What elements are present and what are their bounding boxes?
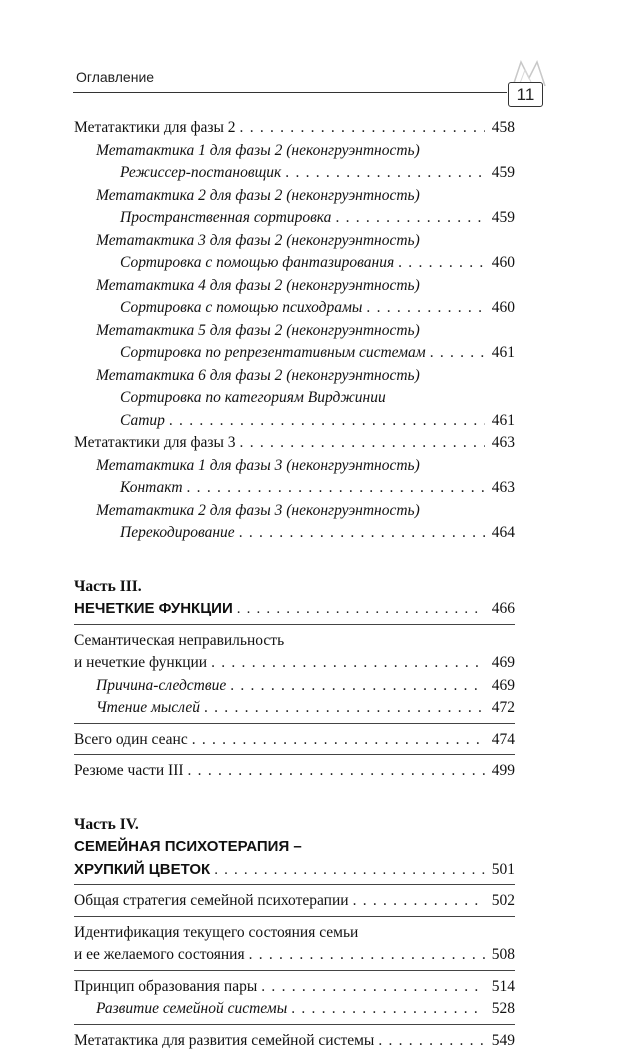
toc-subentry: [74, 275, 515, 298]
toc-entry[interactable]: [74, 652, 515, 675]
leader-dots: [291, 998, 485, 1021]
leader-dots: [214, 859, 485, 882]
toc-page: 459: [489, 207, 515, 230]
toc-subentry: [74, 230, 515, 253]
toc-subentry[interactable]: [74, 207, 515, 230]
toc-entry-title: Сортировка по репрезентативным системам: [120, 342, 426, 365]
toc-subentry[interactable]: [74, 522, 515, 545]
entry-rule: [74, 970, 515, 971]
table-of-contents: [74, 117, 515, 1052]
toc-subentry[interactable]: [74, 297, 515, 320]
toc-entry[interactable]: [74, 944, 515, 967]
toc-entry[interactable]: [74, 760, 515, 783]
toc-entry-title: Режиссер-постановщик: [120, 162, 281, 185]
toc-page: 463: [489, 432, 515, 455]
leader-dots: [237, 598, 485, 621]
toc-entry-title: Сатир: [120, 410, 165, 433]
toc-page: 469: [489, 675, 515, 698]
toc-page: 461: [489, 342, 515, 365]
toc-subentry[interactable]: [74, 252, 515, 275]
toc-subentry: [74, 387, 515, 410]
toc-page: 464: [489, 522, 515, 545]
toc-entry-title: Общая стратегия семейной психотерапии: [74, 890, 349, 913]
toc-entry[interactable]: [74, 890, 515, 913]
leader-dots: [261, 976, 485, 999]
entry-rule: [74, 723, 515, 724]
toc-entry-line1: [74, 630, 515, 653]
toc-page: 514: [489, 976, 515, 999]
toc-subentry[interactable]: [74, 998, 515, 1021]
toc-entry-title: и нечеткие функции: [74, 652, 207, 675]
toc-entry-title: Метатактика 2 для фазы 2 (неконгруэнтность): [96, 187, 420, 204]
leader-dots: [204, 697, 485, 720]
page-number: 11: [508, 82, 543, 107]
toc-entry-title: Метатактика 1 для фазы 3 (неконгруэнтность): [96, 457, 420, 474]
toc-subentry[interactable]: [74, 675, 515, 698]
toc-entry-title: Метатактика 1 для фазы 2 (неконгруэнтность): [96, 142, 420, 159]
part-title[interactable]: [74, 598, 515, 621]
toc-entry[interactable]: [74, 117, 515, 140]
toc-entry-title: Чтение мыслей: [96, 697, 200, 720]
toc-page: 549: [489, 1030, 515, 1052]
part-rule: [74, 884, 515, 885]
part-title-line1: [74, 836, 515, 859]
toc-entry-title: Семантическая неправильность: [74, 632, 284, 649]
leader-dots: [430, 342, 485, 365]
toc-subentry: [74, 140, 515, 163]
toc-page: 460: [489, 252, 515, 275]
leader-dots: [187, 477, 485, 500]
toc-page: 460: [489, 297, 515, 320]
part-label: Часть IV.: [74, 814, 515, 837]
toc-subentry: [74, 320, 515, 343]
toc-entry[interactable]: [74, 1030, 515, 1052]
part-title-text: НЕЧЕТКИЕ ФУНКЦИИ: [74, 598, 233, 621]
toc-subentry: [74, 185, 515, 208]
toc-entry-title: Развитие семейной системы: [96, 998, 287, 1021]
toc-entry-title: Перекодирование: [120, 522, 235, 545]
toc-entry[interactable]: [74, 432, 515, 455]
toc-entry-title: Всего один сеанс: [74, 729, 188, 752]
toc-page: 474: [489, 729, 515, 752]
toc-page: 472: [489, 697, 515, 720]
toc-entry-title: Сортировка с помощью психодрамы: [120, 297, 362, 320]
part-title[interactable]: [74, 859, 515, 882]
leader-dots: [169, 410, 485, 433]
toc-page: 469: [489, 652, 515, 675]
toc-entry-title: Метатактика 5 для фазы 2 (неконгруэнтность): [96, 322, 420, 339]
toc-subentry[interactable]: [74, 410, 515, 433]
toc-subentry[interactable]: [74, 477, 515, 500]
leader-dots: [211, 652, 485, 675]
header-rule: [73, 92, 507, 93]
leader-dots: [192, 729, 485, 752]
toc-entry-title: Метатактика для развития семейной системы: [74, 1030, 374, 1052]
toc-page: 459: [489, 162, 515, 185]
leader-dots: [240, 432, 485, 455]
toc-entry-title: Пространственная сортировка: [120, 207, 331, 230]
toc-entry-title: Метатактики для фазы 3: [74, 432, 236, 455]
leader-dots: [188, 760, 485, 783]
toc-subentry: [74, 455, 515, 478]
toc-page: 508: [489, 944, 515, 967]
toc-entry-title: Причина-следствие: [96, 675, 226, 698]
toc-page: 502: [489, 890, 515, 913]
entry-rule: [74, 916, 515, 917]
entry-rule: [74, 754, 515, 755]
leader-dots: [240, 117, 485, 140]
toc-entry-title: Сортировка по категориям Вирджинии: [120, 389, 386, 406]
toc-entry-title: Метатактика 2 для фазы 3 (неконгруэнтность): [96, 502, 420, 519]
toc-page: 466: [489, 598, 515, 621]
entry-rule: [74, 1024, 515, 1025]
toc-entry-title: Идентификация текущего состояния семьи: [74, 924, 358, 941]
toc-page: 458: [489, 117, 515, 140]
part-rule: [74, 624, 515, 625]
toc-page: 499: [489, 760, 515, 783]
toc-subentry[interactable]: [74, 162, 515, 185]
leader-dots: [239, 522, 485, 545]
toc-subentry: [74, 365, 515, 388]
toc-entry-title: Контакт: [120, 477, 183, 500]
leader-dots: [353, 890, 485, 913]
toc-entry-title: Метатактика 6 для фазы 2 (неконгруэнтность): [96, 367, 420, 384]
toc-page: 461: [489, 410, 515, 433]
leader-dots: [398, 252, 485, 275]
running-head: Оглавление: [76, 69, 154, 85]
toc-subentry[interactable]: [74, 697, 515, 720]
toc-entry-title: Метатактика 4 для фазы 2 (неконгруэнтность): [96, 277, 420, 294]
leader-dots: [378, 1030, 485, 1052]
toc-entry-title: Принцип образования пары: [74, 976, 257, 999]
leader-dots: [249, 944, 485, 967]
leader-dots: [335, 207, 485, 230]
leader-dots: [366, 297, 485, 320]
toc-entry-title: Метатактики для фазы 2: [74, 117, 236, 140]
part-title-text: ХРУПКИЙ ЦВЕТОК: [74, 859, 210, 882]
toc-entry[interactable]: [74, 976, 515, 999]
toc-entry-line1: [74, 922, 515, 945]
toc-entry-title: Резюме части III: [74, 760, 184, 783]
toc-subentry: [74, 500, 515, 523]
toc-page: 528: [489, 998, 515, 1021]
toc-entry-title: Сортировка с помощью фантазирования: [120, 252, 394, 275]
toc-entry-title: Метатактика 3 для фазы 2 (неконгруэнтность): [96, 232, 420, 249]
toc-page: 463: [489, 477, 515, 500]
part-label: Часть III.: [74, 576, 515, 599]
leader-dots: [230, 675, 485, 698]
toc-entry[interactable]: [74, 729, 515, 752]
part-title-text: СЕМЕЙНАЯ ПСИХОТЕРАПИЯ –: [74, 838, 302, 855]
toc-page: 501: [489, 859, 515, 882]
toc-subentry[interactable]: [74, 342, 515, 365]
toc-entry-title: и ее желаемого состояния: [74, 944, 245, 967]
leader-dots: [285, 162, 485, 185]
